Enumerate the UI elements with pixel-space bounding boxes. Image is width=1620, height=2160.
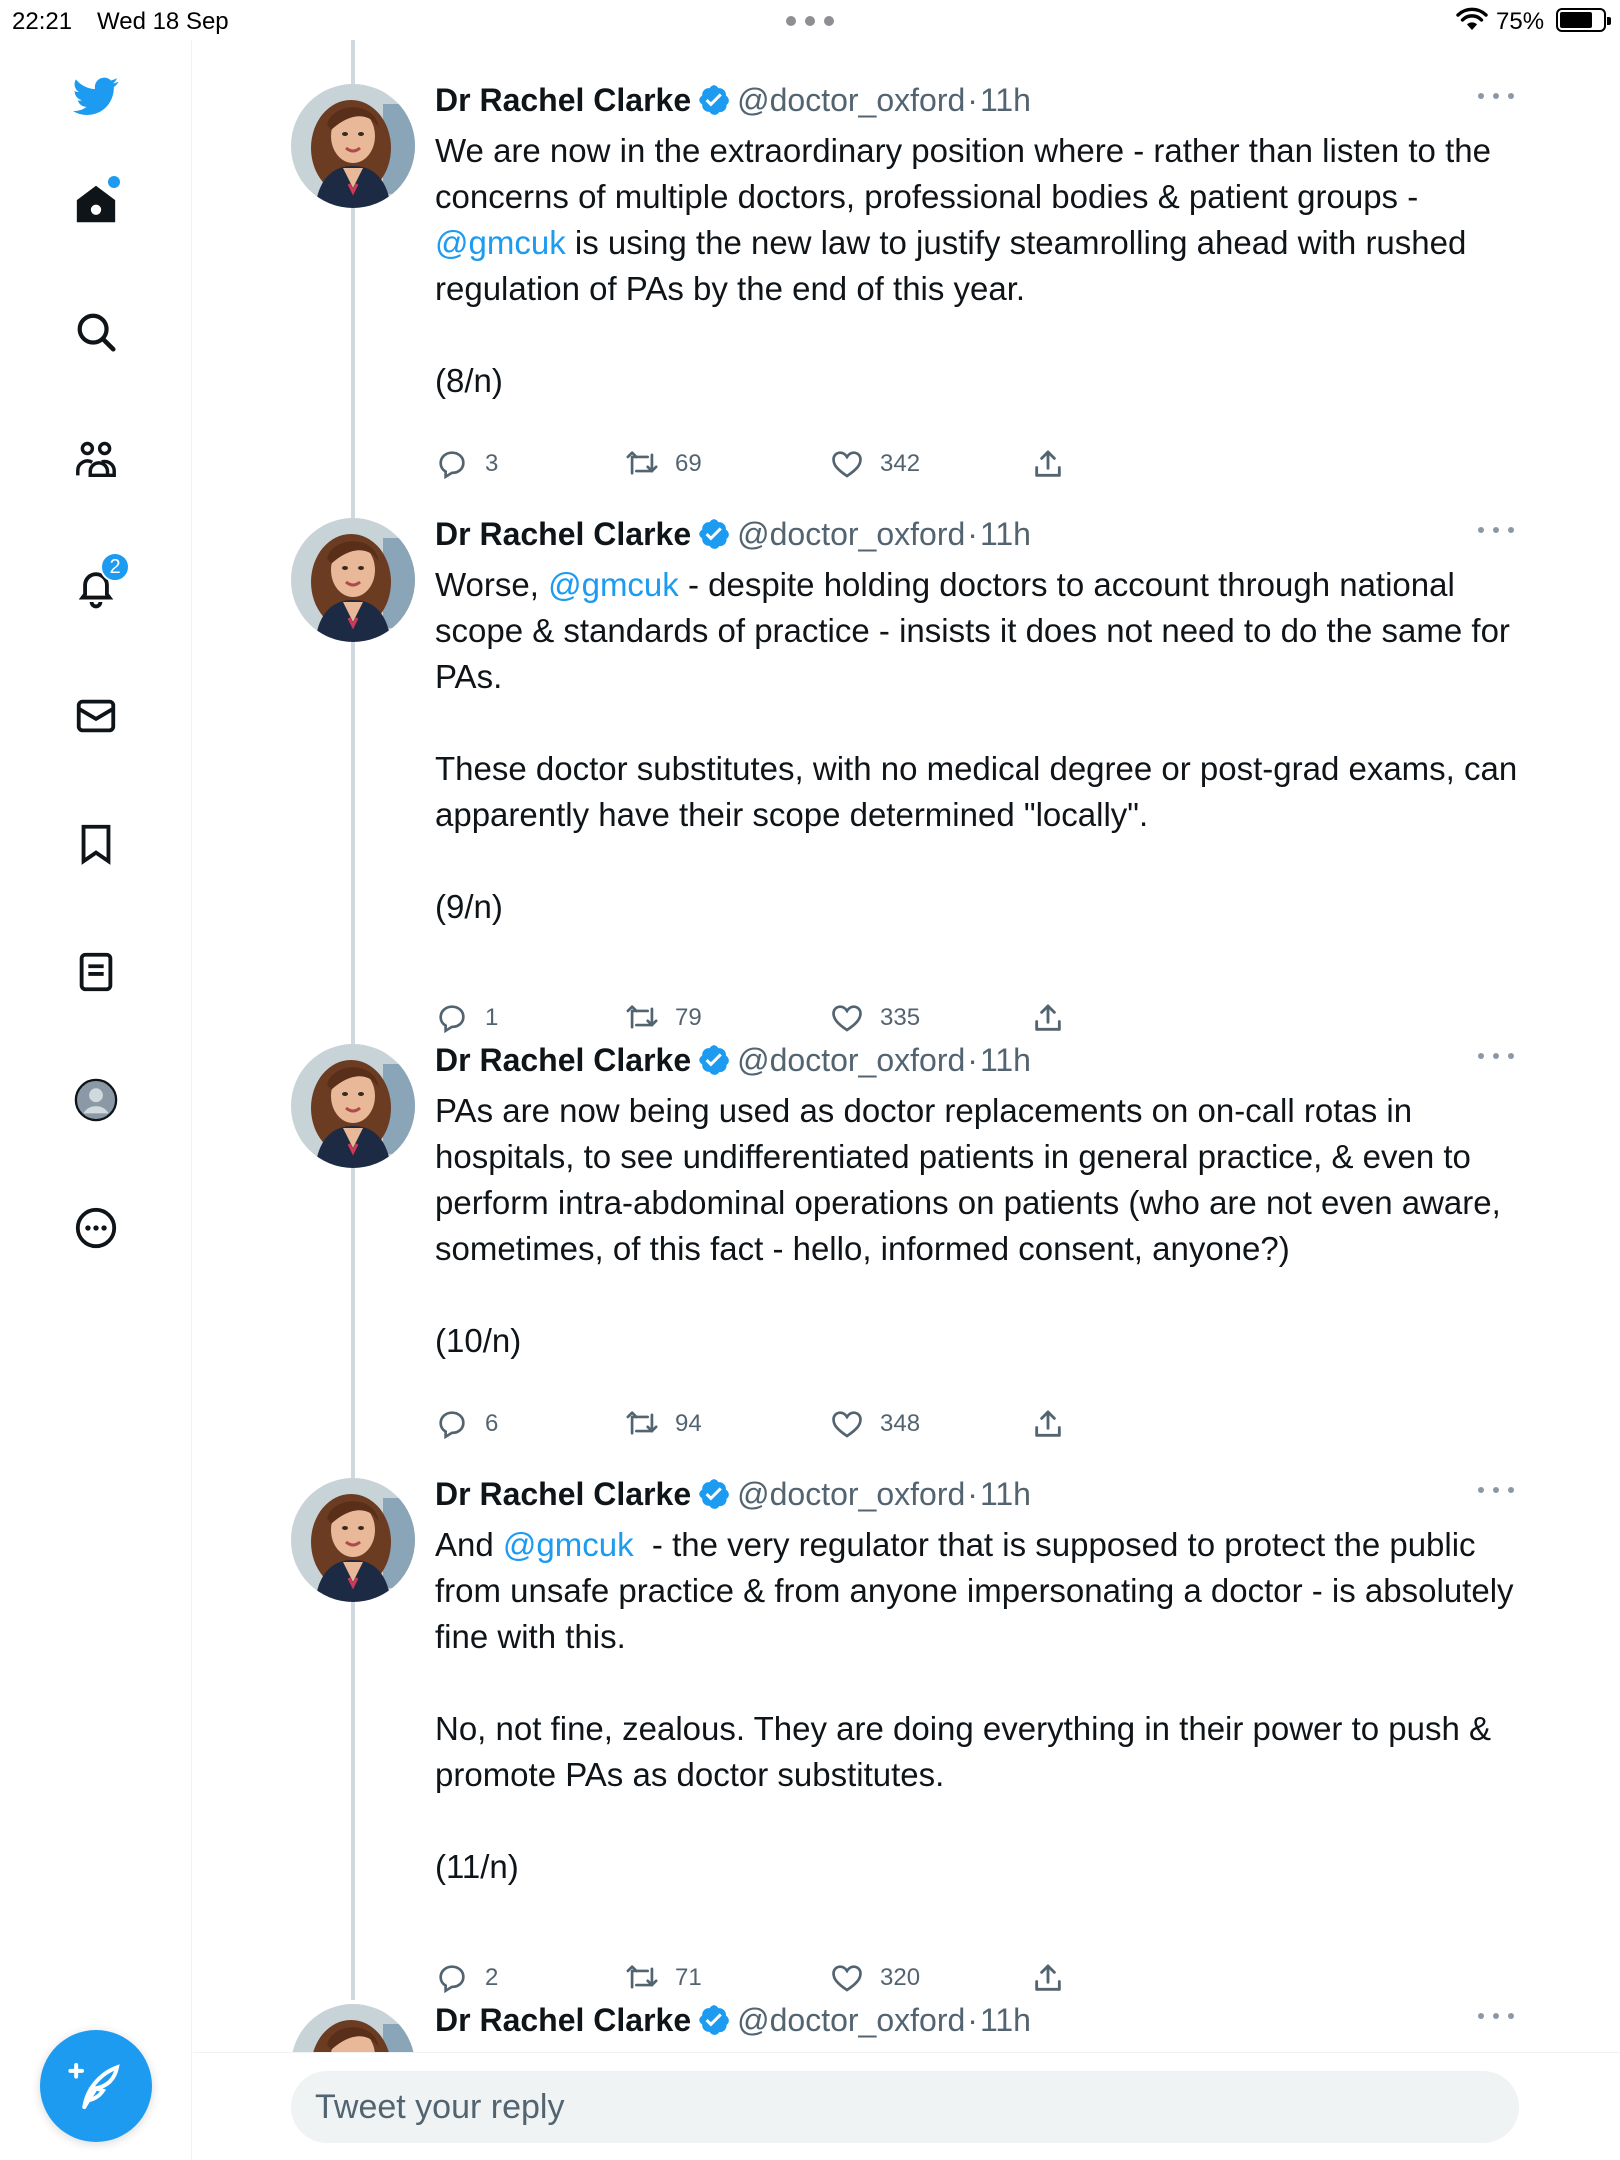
like-icon xyxy=(830,1001,880,1035)
tweet-text-segment: (10/n) xyxy=(435,1322,522,1359)
tweet-separator: · xyxy=(967,81,978,118)
verified-badge-icon xyxy=(697,1043,731,1077)
reply-icon xyxy=(435,1001,485,1035)
reply-count: 3 xyxy=(485,450,499,477)
messages-icon[interactable] xyxy=(66,686,126,746)
retweet-button[interactable] xyxy=(625,1404,702,1444)
tweet-reply-input[interactable] xyxy=(291,2071,1519,2143)
tweet-separator: · xyxy=(967,2001,978,2038)
retweet-count: 71 xyxy=(675,1964,702,1991)
tweet-more-icon[interactable] xyxy=(1478,90,1514,102)
tweet-text-segment: Worse, xyxy=(435,566,549,603)
battery-icon xyxy=(1556,8,1606,32)
like-count: 320 xyxy=(880,1964,921,1991)
tweet-actions xyxy=(435,998,1135,1038)
tweet[interactable] xyxy=(193,78,1620,498)
tweet-author-handle[interactable]: @doctor_oxford xyxy=(737,2001,966,2038)
tweet-text-segment: These doctor substitutes, with no medical degree or post-grad exams, can apparently have their scope determined "locally". xyxy=(435,750,1527,833)
tweet-text xyxy=(435,562,1525,930)
retweet-icon xyxy=(625,1407,675,1441)
like-icon xyxy=(830,1961,880,1995)
battery-percent: 75% xyxy=(1496,8,1545,35)
like-count: 335 xyxy=(880,1004,921,1031)
wifi-icon xyxy=(1456,6,1488,32)
tweet-more-icon[interactable] xyxy=(1478,2010,1514,2022)
like-count: 342 xyxy=(880,450,921,477)
tweet-actions xyxy=(435,1404,1135,1444)
retweet-button[interactable] xyxy=(625,1958,702,1998)
tweet-timestamp[interactable]: 11h xyxy=(979,2001,1031,2038)
retweet-icon xyxy=(625,1961,675,1995)
tweet-author-name[interactable]: Dr Rachel Clarke xyxy=(435,1475,692,1512)
retweet-button[interactable] xyxy=(625,998,702,1038)
share-button[interactable] xyxy=(1031,1404,1081,1444)
share-button[interactable] xyxy=(1031,998,1081,1038)
like-button[interactable] xyxy=(830,998,920,1038)
avatar[interactable] xyxy=(291,2004,415,2052)
tweet-text-segment: We are now in the extraordinary position where - rather than listen to the concerns of multiple doctors, professional bodies & patient groups - xyxy=(435,132,1501,215)
status-time: 22:21 xyxy=(12,8,73,35)
tweet-text-segment: No, not fine, zealous. They are doing everything in their power to push & promote PAs as doctor substitutes. xyxy=(435,1710,1501,1793)
share-button[interactable] xyxy=(1031,444,1081,484)
retweet-count: 79 xyxy=(675,1004,702,1031)
tweet-paragraph xyxy=(435,746,1525,838)
tweet-more-icon[interactable] xyxy=(1478,524,1514,536)
share-button[interactable] xyxy=(1031,1958,1081,1998)
mention-link[interactable]: @gmcuk xyxy=(502,1526,634,1563)
home-new-dot xyxy=(108,176,120,188)
avatar[interactable] xyxy=(291,518,415,642)
avatar[interactable] xyxy=(291,1478,415,1602)
tweet-header xyxy=(435,1472,1031,1516)
tweet-paragraph xyxy=(435,884,1525,930)
like-button[interactable] xyxy=(830,1958,920,1998)
mention-link[interactable]: @gmcuk xyxy=(548,566,679,603)
like-button[interactable] xyxy=(830,1404,920,1444)
reply-icon xyxy=(435,447,485,481)
tweet-text-segment: (9/n) xyxy=(435,888,503,925)
tweet-paragraph xyxy=(435,562,1525,700)
verified-badge-icon xyxy=(697,517,731,551)
tweet-timestamp[interactable]: 11h xyxy=(979,1475,1031,1512)
reply-button[interactable] xyxy=(435,1958,498,1998)
reply-icon xyxy=(435,1407,485,1441)
tweet-timestamp[interactable]: 11h xyxy=(979,515,1031,552)
tweet-author-name[interactable]: Dr Rachel Clarke xyxy=(435,515,692,552)
tweet-author-name[interactable]: Dr Rachel Clarke xyxy=(435,1041,692,1078)
notifications-badge: 2 xyxy=(100,552,130,582)
avatar[interactable] xyxy=(291,84,415,208)
reply-count: 6 xyxy=(485,1410,499,1437)
profile-icon[interactable] xyxy=(66,1070,126,1130)
tweet-timestamp[interactable]: 11h xyxy=(979,1041,1031,1078)
reply-count: 2 xyxy=(485,1964,499,1991)
share-icon xyxy=(1031,1961,1081,1995)
lists-icon[interactable] xyxy=(66,942,126,1002)
tweet-text xyxy=(435,1088,1525,1364)
tweet-author-handle[interactable]: @doctor_oxford xyxy=(737,1475,966,1512)
tweet-paragraph xyxy=(435,1706,1525,1798)
timeline xyxy=(193,40,1620,2052)
tweet-more-icon[interactable] xyxy=(1478,1484,1514,1496)
tweet-paragraph xyxy=(435,1522,1525,1660)
status-date: Wed 18 Sep xyxy=(97,8,229,35)
twitter-logo-icon[interactable] xyxy=(66,66,126,126)
search-icon[interactable] xyxy=(66,302,126,362)
tweet-author-name[interactable]: Dr Rachel Clarke xyxy=(435,2001,692,2038)
like-button[interactable] xyxy=(830,444,920,484)
tweet-header xyxy=(435,78,1031,122)
tweet[interactable] xyxy=(193,1998,1620,2052)
tweet-header xyxy=(435,1038,1031,1082)
compose-tweet-button[interactable] xyxy=(40,2030,152,2142)
tweet[interactable] xyxy=(193,1472,1620,1992)
verified-badge-icon xyxy=(697,1477,731,1511)
reply-bar xyxy=(193,2052,1620,2160)
like-icon xyxy=(830,1407,880,1441)
share-icon xyxy=(1031,447,1081,481)
tweet-text-segment: is using the new law to justify steamrolling ahead with rushed regulation of PAs by the end of this year. xyxy=(435,224,1476,307)
tweet-author-handle[interactable]: @doctor_oxford xyxy=(737,1041,966,1078)
tweet-header xyxy=(435,512,1031,556)
tweet-text-segment: (11/n) xyxy=(435,1848,519,1885)
tweet-separator: · xyxy=(967,1475,978,1512)
tweet-more-icon[interactable] xyxy=(1478,1050,1514,1062)
bookmarks-icon[interactable] xyxy=(66,814,126,874)
tweet-author-handle[interactable]: @doctor_oxford xyxy=(737,515,966,552)
tweet[interactable] xyxy=(193,512,1620,1032)
tweet-text-segment: PAs are now being used as doctor replacements on on-call rotas in hospitals, to see undifferentiated patients in general practice, & even to perform intra-abdominal operations on patients (who are not even aware, sometimes, of this fact - hello, informed consent, anyone?) xyxy=(435,1092,1510,1267)
tweet-separator: · xyxy=(967,515,978,552)
compose-tweet-icon xyxy=(68,2058,124,2114)
like-count: 348 xyxy=(880,1410,921,1437)
retweet-icon xyxy=(625,1001,675,1035)
retweet-icon xyxy=(625,447,675,481)
tweet-text-segment: (8/n) xyxy=(435,362,503,399)
tweet-timestamp[interactable]: 11h xyxy=(979,81,1031,118)
reply-button[interactable] xyxy=(435,998,498,1038)
retweet-count: 94 xyxy=(675,1410,702,1437)
tweet-paragraph xyxy=(435,1088,1525,1272)
tweet-separator: · xyxy=(967,1041,978,1078)
tweet-actions xyxy=(435,1958,1135,1998)
tweet-text-segment: - despite holding doctors to account through national scope & standards of practice - insists it does not need to do the same for PAs. xyxy=(435,566,1520,695)
tweet[interactable] xyxy=(193,1038,1620,1458)
reply-count: 1 xyxy=(485,1004,499,1031)
communities-icon[interactable] xyxy=(66,430,126,490)
avatar[interactable] xyxy=(291,1044,415,1168)
like-icon xyxy=(830,447,880,481)
tweet-text xyxy=(435,1522,1525,1890)
tweet-author-handle[interactable]: @doctor_oxford xyxy=(737,81,966,118)
verified-badge-icon xyxy=(697,83,731,117)
reply-button[interactable] xyxy=(435,1404,498,1444)
share-icon xyxy=(1031,1001,1081,1035)
more-icon[interactable] xyxy=(66,1198,126,1258)
multitasking-dots-icon[interactable] xyxy=(786,16,834,26)
tweet-paragraph xyxy=(435,358,1525,404)
tweet-header xyxy=(435,1998,1031,2042)
sidebar xyxy=(0,40,192,2160)
retweet-count: 69 xyxy=(675,450,702,477)
tweet-paragraph xyxy=(435,1318,1525,1364)
reply-button[interactable] xyxy=(435,444,498,484)
share-icon xyxy=(1031,1407,1081,1441)
mention-link[interactable]: @gmcuk xyxy=(435,224,566,261)
verified-badge-icon xyxy=(697,2003,731,2037)
tweet-text-segment: And xyxy=(435,1526,503,1563)
notifications-icon[interactable] xyxy=(66,555,126,618)
retweet-button[interactable] xyxy=(625,444,702,484)
tweet-paragraph xyxy=(435,128,1525,312)
tweet-actions xyxy=(435,444,1135,484)
reply-icon xyxy=(435,1961,485,1995)
tweet-text xyxy=(435,128,1525,404)
home-icon[interactable] xyxy=(66,174,126,234)
tweet-paragraph xyxy=(435,1844,1525,1890)
status-bar xyxy=(0,0,1620,40)
tweet-text-segment: - the very regulator that is supposed to protect the public from unsafe practice & from anyone impersonating a doctor - is absolutely fine with this. xyxy=(435,1526,1523,1655)
tweet-author-name[interactable]: Dr Rachel Clarke xyxy=(435,81,692,118)
